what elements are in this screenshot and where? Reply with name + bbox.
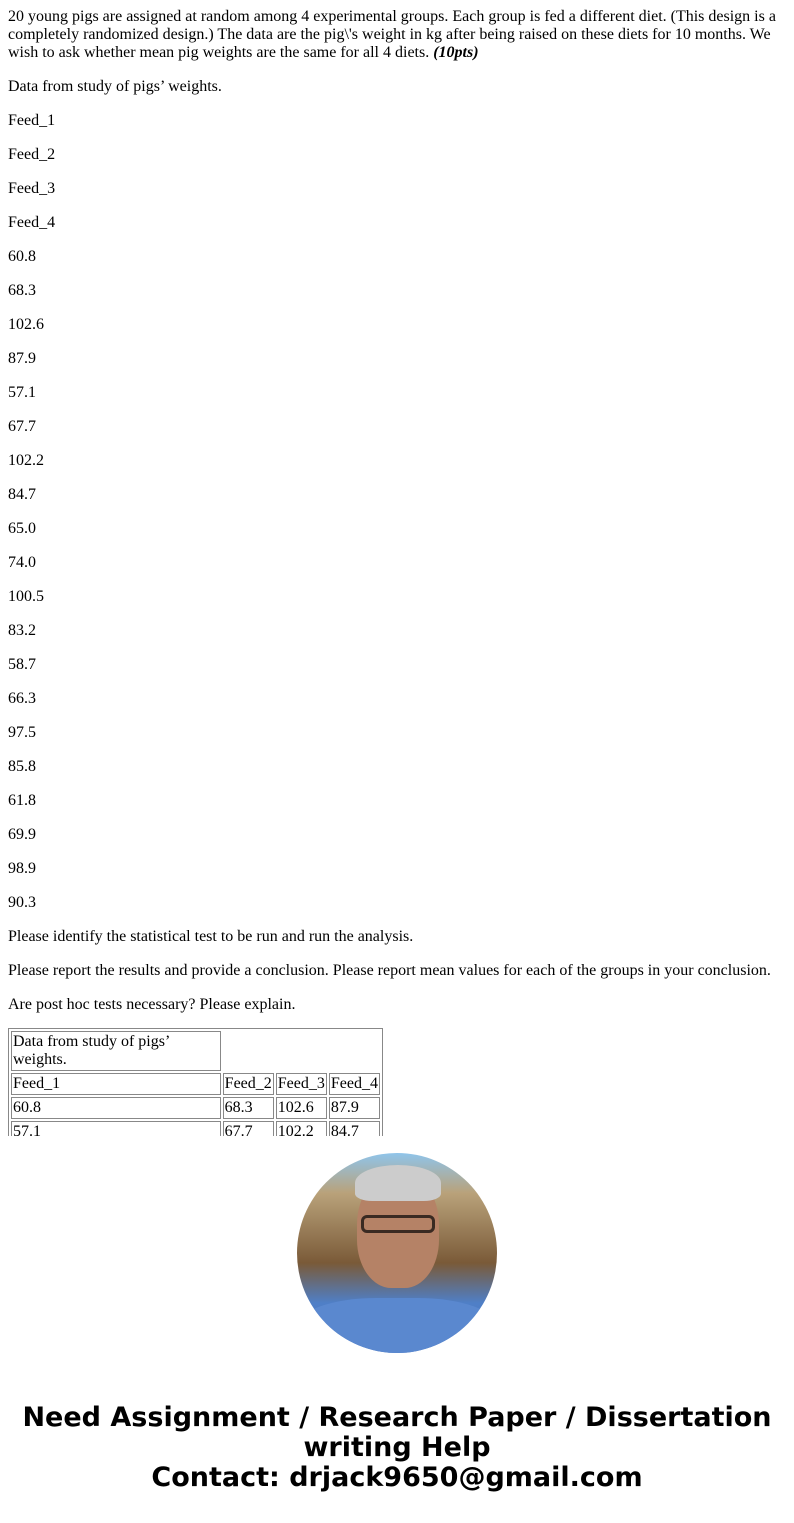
avatar-glasses xyxy=(361,1215,435,1233)
header-cell: Feed_1 xyxy=(11,1073,221,1095)
data-line: 66.3 xyxy=(8,690,36,707)
data-line: 69.9 xyxy=(8,826,36,843)
prompt-3: Are post hoc tests necessary? Please explain. xyxy=(8,996,296,1013)
data-caption: Data from study of pigs’ weights. xyxy=(8,78,222,95)
data-line: 85.8 xyxy=(8,758,36,775)
prompt-2: Please report the results and provide a conclusion. Please report mean values for each of the groups in your conclusion. xyxy=(8,962,771,979)
data-line: Feed_4 xyxy=(8,214,56,231)
cell: 87.9 xyxy=(329,1097,380,1119)
question-body: 20 young pigs are assigned at random among 4 experimental groups. Each group is fed a different diet. (This design is a completely randomized design.) The data are the pig\'s weight in kg after being raised on these diets for 10 months. We wish to ask whether mean pig weights are the same for all 4 diets. xyxy=(8,8,776,61)
data-line: 84.7 xyxy=(8,486,36,503)
footer-contact: Contact: drjack9650@gmail.com xyxy=(151,1462,643,1493)
data-line: 83.2 xyxy=(8,622,36,639)
header-cell: Feed_3 xyxy=(276,1073,327,1095)
table-caption: Data from study of pigs’ weights. xyxy=(11,1031,221,1071)
table-header-row xyxy=(11,1073,380,1095)
data-line: Feed_2 xyxy=(8,146,56,163)
footer-banner xyxy=(0,1403,794,1493)
data-line: 97.5 xyxy=(8,724,36,741)
data-line: 57.1 xyxy=(8,384,36,401)
data-line: 90.3 xyxy=(8,894,36,911)
data-line: Feed_3 xyxy=(8,180,56,197)
data-line: 67.7 xyxy=(8,418,36,435)
cell: 68.3 xyxy=(223,1097,274,1119)
footer-line-1: Need Assignment / Research Paper / Dissertation xyxy=(22,1402,772,1433)
table-row xyxy=(11,1097,380,1119)
table-caption-row xyxy=(11,1031,380,1071)
footer-line-2: writing Help xyxy=(303,1432,491,1463)
data-line: 60.8 xyxy=(8,248,36,265)
data-line: 68.3 xyxy=(8,282,36,299)
points: (10pts) xyxy=(433,44,479,61)
cell: 84.7 xyxy=(329,1121,380,1136)
cell: 102.2 xyxy=(276,1121,327,1136)
header-cell: Feed_2 xyxy=(223,1073,274,1095)
data-line: 98.9 xyxy=(8,860,36,877)
data-line: 65.0 xyxy=(8,520,36,537)
header-cell: Feed_4 xyxy=(329,1073,380,1095)
data-line: Feed_1 xyxy=(8,112,56,129)
cell: 60.8 xyxy=(11,1097,221,1119)
table-container xyxy=(8,1028,786,1136)
data-table xyxy=(8,1028,383,1136)
avatar xyxy=(297,1153,497,1353)
cell: 102.6 xyxy=(276,1097,327,1119)
avatar-hair xyxy=(355,1165,441,1201)
data-lines xyxy=(8,112,786,912)
table-row xyxy=(11,1121,380,1136)
data-line: 102.6 xyxy=(8,316,44,333)
cell: 67.7 xyxy=(223,1121,274,1136)
data-line: 74.0 xyxy=(8,554,36,571)
data-line: 100.5 xyxy=(8,588,44,605)
cell: 57.1 xyxy=(11,1121,221,1136)
data-line: 87.9 xyxy=(8,350,36,367)
avatar-shirt xyxy=(297,1298,497,1353)
data-line: 102.2 xyxy=(8,452,44,469)
data-line: 61.8 xyxy=(8,792,36,809)
question-text xyxy=(8,8,786,62)
data-line: 58.7 xyxy=(8,656,36,673)
prompt-1: Please identify the statistical test to be run and run the analysis. xyxy=(8,928,414,945)
